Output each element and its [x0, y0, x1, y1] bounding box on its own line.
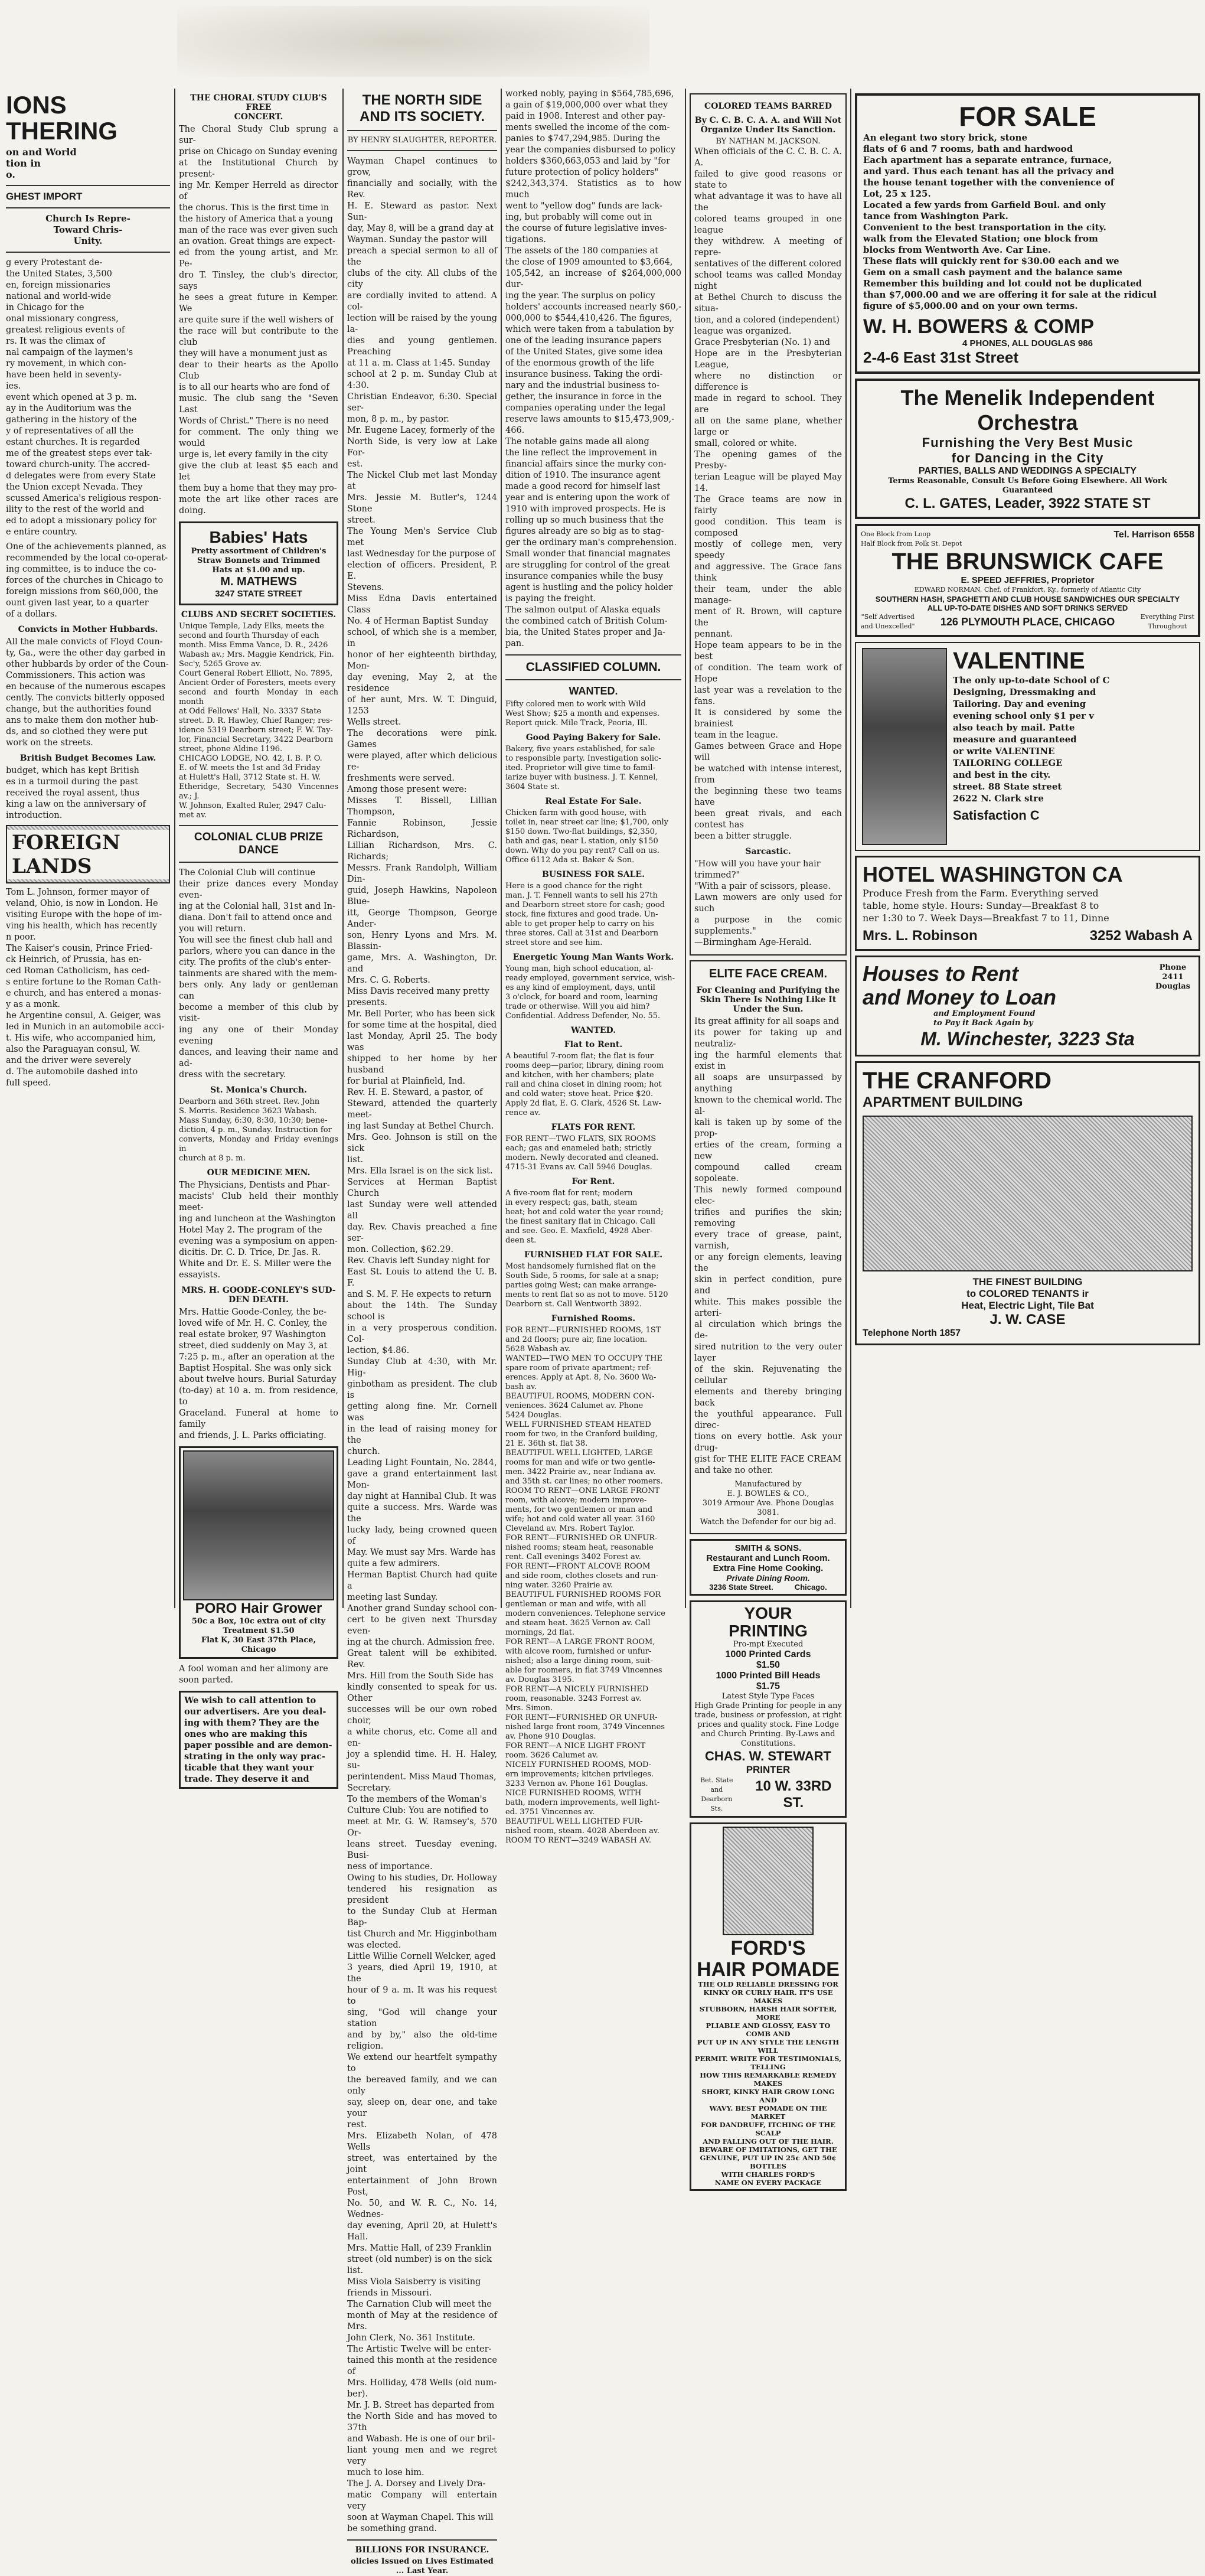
article-body: Dearborn and 36th street. Rev. John S. Morris. Residence 3623 Wabash. Mass Sunday, 6:30, 8:30, 10:30; bene- diction, 4 p. m., Sunday. Instruction for converts, Monday and Friday evenings in church at 8 p. m. [179, 1097, 338, 1163]
ad-phone: Phone 2411 Douglas [1155, 963, 1190, 991]
ad-text: Produce Fresh from the Farm. Everything served table, home style. Hours: Sunday—Breakfast 8 to ner 1:30 to 7. Week Days—Breakfast 7 to 11, Dinne [863, 888, 1109, 924]
ad-text: Terms Reasonable, Consult Us Before Going Elsewhere. All Work Guaranteed [888, 477, 1167, 495]
column-rule [174, 89, 175, 1608]
ad-text: E. SPEED JEFFRIES, Proprietor [961, 575, 1095, 585]
ad-title: HOTEL WASHINGTON CA [863, 862, 1123, 886]
ad-header-row [861, 530, 1194, 549]
ad-text: Flat K, 30 East 37th Place, Chicago [201, 1636, 316, 1654]
ad-text: Latest Style Type Faces [721, 1692, 815, 1701]
ad-title: THE BRUNSWICK CAFE [891, 549, 1164, 575]
article-body: The Choral Study Club sprung a sur- prise on Chicago on Sunday evening at the Institutional Church by present- ing Mr. Kemper Herreld as director of the chorus. This is the first time in the history of America that a young man of the race was ever given such an ovation. Great things are expect- ed from the young artist, and Mr. Pe- dro T. Tinsley, the club's director, says he sees a great future in Kemper. We are quite sure if the well wishers of the race will but contribute to the club they will have a monument just as dear to their hearts as the Apollo Club is to all our hearts who are fond of music. The club sang the "Seven Last Words of Christ." There is no need for comment. The only thing we would urge is, let every family in the city give the club at least $5 each and let them buy a home that they may pro- mote the art like other races are doing. [179, 125, 338, 516]
deck: Church Is Repre- Toward Chris- Unity. [45, 213, 130, 246]
ad-text: PARTIES, BALLS AND WEDDINGS A SPECIALTY [918, 466, 1137, 476]
ad-title: Babies' Hats [209, 528, 308, 546]
column-rule [342, 89, 344, 1608]
ad-text: and Employment Found to Pay it Back Again by [933, 1009, 1036, 1028]
banner-text: FOREIGN LANDS [7, 830, 169, 879]
ad-title: YOUR PRINTING [729, 1604, 808, 1640]
ad-text: EDWARD NORMAN, Chef, of Frankfort, Ky., formerly of Atlantic City [914, 586, 1141, 594]
advertisers-notice [179, 1691, 338, 1789]
face-cream-ad [690, 960, 847, 1534]
section-heading: MRS. H. GOODE-CONLEY'S SUD- DEN DEATH. [181, 1286, 336, 1305]
section-heading: COLONIAL CLUB PRIZE DANCE [194, 831, 324, 856]
notice-text: We wish to call attention to our advertisers. Are you deal- ing with them? They are the ones who are making this paper possible and are demon- strating in the only way prac- ticable that they want your trade. They deserve it and [184, 1695, 332, 1784]
section-heading: BILLIONS FOR INSURANCE. [355, 2545, 489, 2555]
ad-text: 3236 State Street. Chicago. [709, 1583, 827, 1592]
ad-address: 126 PLYMOUTH PLACE, CHICAGO [940, 615, 1115, 628]
section-heading: OUR MEDICINE MEN. [207, 1168, 311, 1178]
section-heading: CLUBS AND SECRET SOCIETIES. [181, 610, 337, 619]
ad-title: ELITE FACE CREAM. [708, 967, 827, 980]
ad-text: "Self Advertised and Unexcelled" [861, 613, 915, 630]
article-body: worked nobly, paying in $564,785,696, a gain of $19,000,000 over what they paid in 1908. Interest and other pay- ments swelled the income of the com- panies to $747,294,985. During the year the companies disbursed to policy holders $360,663,053 and laid by "for future protection of policy holders" $242,343,374. Statistics as to how much went to "yellow dog" funds are lack- ing, but probably will come out in the course of future legislative inves- tigations. The assets of the 180 companies at the close of 1909 amounted to $3,664, 105,542, an increase of $264,000,000 dur- ing the year. The surplus on policy holders' accounts increased nearly $60,- 000,000 to $544,410,426. The figures, which were taken from a tabulation by one of the leading insurance papers of the United States, give some idea of the enormous growth of the life insurance business. Taking the ordi- nary and the industrial business to- gether, the insurance in force in the companies operating under the legal reserve laws amounts to $15,473,909,- 466. The notable gains made all along the line reflect the improvement in financial affairs since the murky con- dition of 1910. The insurance agent made a good record for himself last year and is entering upon the work of 1910 with improved prospects. He is rolling up so much business that the figures already are so big as to stag- ger the ordinary man's comprehension. Small wonder that financial magnates are struggling for control of the great insurance companies while the busy agent is hustling and the policy holder is paying the freight. The salmon output of Alaska equals the combined catch of British Colum- bia, the United States proper and Ja- pan. [505, 89, 681, 648]
section-heading: Sarcastic. [745, 847, 791, 856]
ad-subtitle: For Cleaning and Purifying the Skin There Is Nothing Like It Under the Sun. [696, 986, 840, 1014]
classified-heading: Furnished Rooms. [551, 1314, 636, 1323]
article-body: A fool woman and her alimony are soon parted. [179, 1664, 328, 1685]
classified-heading: FURNISHED FLAT FOR SALE. [524, 1250, 663, 1260]
section-heading: Convicts in Mother Hubbards. [18, 625, 158, 634]
classified-item: A beautiful 7-room flat; the flat is four rooms deep—parlor, library, dining room and kitchen, with her chambers; plate rail and china closet in dining room; hot and cold water; stove heat. Price $20. Apply 2d flat, E. G. Clark, 4526 St. Law- rence av. [505, 1052, 664, 1117]
classified-heading: Good Paying Bakery for Sale. [525, 733, 661, 742]
ad-prices: 1000 Printed Cards $1.50 1000 Printed Bill Heads $1.75 [716, 1649, 821, 1691]
ad-text: Pretty assortment of Children's Straw Bonnets and Trimmed Hats at $1.00 and up. [191, 547, 326, 575]
ad-name: Mrs. L. Robinson [863, 928, 978, 944]
divider [179, 862, 338, 863]
ad-text: Pro-mpt Executed [733, 1640, 804, 1649]
column-rule [850, 89, 851, 1608]
article-body: Tom L. Johnson, former mayor of veland, Ohio, is now in London. He visiting Europe with the hope of im- ving his health, which has recently n poor. The Kaiser's cousin, Prince Fried- ck Heinrich, of Prussia, has en- ced Roman Catholicism, has ced- s entire fortune to the Roman Cath- e church, and has entered a monas- y as a monk. he Argentine consul, A. Geiger, was led in Munich in an automobile acci- t. His wife, who accompanied him, also the Paraguayan consul, W. and the driver were severely d. The automobile dashed into full speed. [6, 888, 165, 1088]
ad-text: Its great affinity for all soaps and its power for taking up and neutraliz- ing the harmful elements that exist in all soaps are unsurpassed by anything known to the chemical world. The al- kali is taken up by some of the prop- erties of the cream, forming a new compound called cream sopoleate. This newly formed compound elec- trifies and purifies the skin; removing every trace of grease, paint, varnish, or any foreign elements, leaving the skin in perfect condition, pure and white. This makes possible the arteri- al circulation which brings the de- sired nutrition to the very outer layer of the skin. Rejuvenating the cellular elements and thereby bringing back the youthful appearance. Full direc- tions on every bottle. Ask your drug- gist for THE ELITE FACE CREAM and take no other. [694, 1017, 842, 1475]
divider [6, 207, 170, 208]
ad-name: CHAS. W. STEWART [705, 1749, 831, 1763]
divider [347, 150, 497, 151]
classified-heading: WANTED. [570, 1026, 616, 1035]
section-heading: British Budget Becomes Law. [19, 754, 156, 763]
divider [505, 679, 681, 680]
valentine-text [953, 648, 1109, 845]
ad-address-row [694, 1776, 842, 1814]
kicker: GHEST IMPORT [6, 191, 83, 202]
column-5 [690, 89, 847, 2187]
ad-text: An elegant two story brick, stone flats of 6 and 7 rooms, bath and hardwood Each apartment has a separate entrance, furnace, and yard. Thus each tenant has all the privacy and the house tenant together with the convenience of Lot, 25 x 125. Located a few yards from Garfield Boul. and only tance from Washington Park. Convenient to the best transportation in the city. walk from the Elevated Station; one block from blocks from Wentworth Ave. Car Line. These flats will quickly rent for $30.00 each and we Gem on a small cash payment and the balance same Remember this building and lot could not be duplicated than $7,000.00 and we are offering it for sale at the ridicul figure of $5,000.00 and on your own terms. [863, 132, 1157, 311]
divider [6, 185, 170, 186]
article-body: "How will you have your hair trimmed?" "With a pair of scissors, please. Lawn mowers are only used for such a purpose in the comic supplements." —Birmingham Age-Herald. [694, 859, 842, 947]
ad-title: Houses to Rent and Money to Loan [863, 961, 1056, 1009]
ad-text: SOUTHERN HASH, SPAGHETTI AND CLUB HOUSE SANDWICHES OUR SPECIALTY ALL UP-TO-DATE DISHES AND SOFT DRINKS SERVED [875, 595, 1180, 612]
sports-article [690, 93, 847, 956]
column-rule [685, 89, 686, 1608]
ad-subtitle: APARTMENT BUILDING [863, 1094, 1023, 1110]
headline: IONS THERING [6, 91, 117, 145]
ad-text: Extra Fine Home Cooking. [713, 1563, 824, 1573]
classified-item: FOR RENT—TWO FLATS, SIX ROOMS each; gas and enameled bath; strictly modern. Newly decorated and cleaned. 4715-31 Evans av. Call 5946 Douglas. [505, 1134, 659, 1172]
classified-heading: BUSINESS FOR SALE. [542, 870, 645, 879]
ad-name: M. Winchester, 3223 Sta [920, 1028, 1135, 1049]
ad-title: THE CRANFORD [863, 1068, 1051, 1094]
divider [179, 825, 338, 826]
deck: olicies Issued on Lives Estimated ... Last Year. [351, 2557, 494, 2575]
subhead: on and World tion in o. [6, 146, 77, 180]
winchester-ad [855, 956, 1200, 1057]
ad-footer-row [861, 612, 1194, 631]
ad-footer-row [863, 928, 1193, 944]
ad-phone: 4 PHONES, ALL DOUGLAS 986 [962, 338, 1093, 348]
ad-text: Treatment $1.50 [223, 1626, 295, 1635]
classified-item: FOR RENT—FURNISHED ROOMS, 1ST and 2d floors; pure air, fine location. 5628 Wabash av. WANTED—TWO MEN TO OCCUPY THE spare room of private apartment; ref- erences. Apply at Apt. 8, No. 3600 Wa- bash av. BEAUTIFUL ROOMS, MODERN CON- veniences. 3624 Calumet av. Phone 5424 Douglas. WELL FURNISHED STEAM HEATED room for two, in the Cranford building, 21 E. 36th st. flat 38. BEAUTIFUL WELL LIGHTED, LARGE rooms for man and wife or two gentle- men. 3422 Prairie av., near Indiana av. and 35th st. car lines; no other roomers. ROOM TO RENT—ONE LARGE FRONT room, with alcove; modern improve- ments, for two gentlemen or man and wife; hot and cold water all year. 3160 Cleveland av. Mrs. Robert Taylor. FOR RENT—FURNISHED OR UNFUR- nished rooms; steam heat, reasonable rent. Call evenings 3402 Forest av. FOR RENT—FRONT ALCOVE ROOM and side room, clothes closets and run- ning water. 3260 Prairie av. BEAUTIFUL FURNISHED ROOMS FOR gentleman or man and wife, with all modern conveniences. Telephone service and steam heat. 3625 Vernon av. Call mornings, 2d flat. FOR RENT—A LARGE FRONT ROOM, with alcove room, furnished or unfur- nished; also a large dining room, suit- able for roomers, in flat 3749 Vincennes av. Douglas 3195. FOR RENT—A NICELY FURNISHED room, reasonable. 3243 Forrest av. Mrs. Simon. FOR RENT—FURNISHED OR UNFUR- nished large front room, 3749 Vincennes av. Phone 910 Douglas. FOR RENT—A NICE LIGHT FRONT room. 3626 Calumet av. NICELY FURNISHED ROOMS, MOD- ern improvements; kitchen privileges. 3233 Vernon av. Phone 161 Douglas. NICE FURNISHED ROOMS, WITH bath, modern improvements, well light- ed. 3751 Vincennes av. BEAUTIFUL WELL LIGHTED FUR- nished room, steam. 4028 Aberdeen av. ROOM TO RENT—3249 WABASH AV. [505, 1326, 665, 1845]
ad-text: Furnishing the Very Best Music for Dancing in the City [922, 435, 1134, 465]
brunswick-cafe-ad [855, 524, 1200, 637]
ad-title: The Menelik Independent Orchestra [900, 386, 1155, 435]
classified-item: Young man, high school education, al- ready employed, government service, wish- es any kind of employment, days, until 3 o'clock, for board and room, learning trade or otherwise. Will you aid him? Confidential. Address Defender, No. 55. [505, 964, 675, 1020]
valentine-ad [855, 642, 1200, 851]
divider [505, 654, 681, 656]
ad-title: FOR SALE [959, 101, 1096, 132]
column-6 [855, 89, 1200, 1614]
woman-illustration [723, 1827, 814, 1935]
column-2 [179, 89, 338, 1784]
article-body: Wayman Chapel continues to grow, financially and socially, with the Rev. H. E. Steward as pastor. Next Sun- day, May 8, will be a grand day at Wayman. Sunday the pastor will preach a special sermon to all of the clubs of the city. All clubs of the city are cordially invited to attend. A col- lection will be raised by the young la- dies and young gentlemen. Preaching at 11 a. m. Class at 1:45. Sunday school at 2 p. m. Sunday Club at 4:30. Christian Endeavor, 6:30. Special ser- mon, 8 p. m., by pastor. Mr. Eugene Lacey, formerly of the North Side, is very low at Lake For- est. The Nickel Club met last Monday at Mrs. Jessie M. Butler's, 1244 Stone street. The Young Men's Service Club met last Wednesday for the purpose of election of officers. President, P. E. Stevens. Miss Edna Davis entertained Class No. 4 of Herman Baptist Sunday school, of which she is a member, in honor of her eighteenth birthday, Mon- day evening, May 2, at the residence of her aunt, Mrs. W. T. Dinguid, 1253 Wells street. The decorations were pink. Games were played, after which delicious re- freshments were served. Among those present were: Misses T. Bissell, Lillian Thompson, Fannie Robinson, Jessie Richardson, Lillian Richardson, Mrs. C. Richards; Messrs. Frank Randolph, William Din- guid, Joseph Hawkins, Napoleon Blue- itt, George Thompson, George Ander- son, Henry Lyons and Mrs. M. Blassin- game, Mrs. A. Washington, Dr. and Mrs. C. G. Roberts. Miss Davis received many pretty presents. Mr. Bell Porter, who has been sick for some time at the hospital, died last Monday, April 25. The body was shipped to her home by her husband for burial at Plainfield, Ind. Rev. H. E. Steward, a pastor, of Steward, attended the quarterly meet- ing last Sunday at Bethel Church. Mrs. Geo. Johnson is still on the sick list. Mrs. Ella Israel is on the sick list. Services at Herman Baptist Church last Sunday were well attended all day. Rev. Chavis preached a fine ser- mon. Collection, $62.29. Rev. Chavis left Sunday night for East St. Louis to attend the U. B. F. and S. M. F. He expects to return about the 14th. The Sunday school is in a very prosperous condition. Col- lection, $4.86. Sunday Club at 4:30, with Mr. Hig- ginbotham as president. The club is getting along fine. Mr. Cornell was in the lead of raising money for the church. Leading Light Fountain, No. 2844, gave a grand entertainment last Mon- day night at Hannibal Club. It was quite a success. Mrs. Warde was the lucky lady, being crowned queen of May. We must say Mrs. Warde has quite a few admirers. Herman Baptist Church had quite a meeting last Sunday. Another grand Sunday school con- cert to be given next Thursday even- ing at the church. Admission free. Great talent will be exhibited. Rev. Mrs. Hill from the South Side has kindly consented to speak for us. Other successes will be our own robed choir, a white chorus, etc. Come all and en- joy a splendid time. H. H. Haley, su- perintendent. Miss Maud Thomas, Secretary. To the members of the Woman's Culture Club: You are notified to meet at Mr. G. W. Ramsey's, 570 Or- leans street. Tuesday evening. Busi- ness of importance. Owing to his studies, Dr. Holloway tendered his resignation as president to the Sunday Club at Herman Bap- tist Church and Mr. Higginbotham was elected. Little Willie Cornell Welcker, aged 3 years, died April 19, 1910, at the hour of 9 a. m. It was his request to sing, "God will change your station and by by," also the old-time religion. We extend our heartfelt sympathy to the bereaved family, and we can only say, sleep on, dear one, and take your rest. Mrs. Elizabeth Nolan, of 478 Wells street, was entertained by the joint entertainment of John Brown Post, No. 50, and W. R. C., No. 14, Wednes- day evening, April 20, at Hulett's Hall. Mrs. Mattie Hall, of 239 Franklin street (old number) is on the sick list. Miss Viola Saisberry is visiting friends in Missouri. The Carnation Club will meet the month of May at the residence of Mrs. John Clerk, No. 361 Institute. The Artistic Twelve will be enter- tained this month at the residence of Mrs. Holliday, 478 Wells (old num- ber). Mr. J. B. Street has departed from the North Side and has moved to 37th and Wabash. He is one of our bril- liant young men and we regret very much to lose him. The J. A. Dorsey and Lively Dra- matic Company will entertain very soon at Wayman Chapel. This will be something grand. [347, 156, 497, 2533]
classified-item: Most handsomely furnished flat on the South Side, 5 rooms, for sale at a snap; parties going West; can make arrange- ments to rent flat so as not to move. 5120 Dearborn st. Call Wentworth 3892. [505, 1262, 668, 1309]
section-heading: WANTED. [569, 685, 618, 697]
ad-text: Private Dining Room. [726, 1573, 810, 1583]
section-heading: COLORED TEAMS BARRED [704, 102, 832, 111]
ad-text: Bet. State and Dearborn Sts. [700, 1776, 733, 1812]
paper-stain [177, 6, 649, 77]
classified-item: Chicken farm with good house, with toilet in, near street car line; $1,700, only $150 down. Two-flat buildings, $2,350, bath and gas, near L station, only $150 down. Why do you pay rent? Call on us. Office 6112 Ada st. Baker & Son. [505, 808, 668, 865]
dress-illustration [862, 648, 947, 845]
byline: BY HENRY SLAUGHTER, REPORTER. [347, 136, 497, 145]
ad-text: One Block from Loop Half Block from Polk St. Depot [861, 530, 962, 547]
classified-heading: CLASSIFIED COLUMN. [525, 660, 661, 674]
ad-text: Manufactured by E. J. BOWLES & CO., 3019 Armour Ave. Phone Douglas 3081. Watch the Defender for our big ad. [700, 1480, 837, 1527]
ad-text: Satisfaction C [953, 808, 1040, 823]
divider [347, 2539, 497, 2541]
deck: By C. C. B. C. A. A. and Will Not Organize Under Its Sanction. [694, 116, 842, 135]
section-heading: THE CHORAL STUDY CLUB'S FREE CONCERT. [190, 93, 327, 122]
ad-name: W. H. BOWERS & COMP [863, 315, 1094, 338]
ad-phone: Telephone North 1857 [863, 1328, 961, 1338]
classified-heading: Energetic Young Man Wants Work. [512, 953, 674, 962]
classified-item: A five-room flat for rent; modern in every respect; gas, bath, steam heat; hot and cold water the year round; the finest sanitary flat in Chicago. Call and see. Geo. E. Maxfield, 4928 Aber- deen st. [505, 1189, 664, 1245]
ad-address: 3252 Wabash A [1089, 928, 1193, 944]
ad-address: 10 W. 33RD ST. [755, 1778, 832, 1811]
poro-ad [179, 1446, 338, 1659]
classified-heading: For Rent. [572, 1177, 615, 1186]
foreign-lands-banner [6, 825, 170, 883]
ad-text: THE FINEST BUILDING to COLORED TENANTS ir Heat, Electric Light, Tile Bat [961, 1276, 1094, 1311]
classified-item: Fifty colored men to work with Wild West Show; $25 a month and expenses. Report quick. Mile Track, Peoria, Ill. [505, 700, 660, 728]
divider [6, 252, 170, 253]
classified-heading: FLATS FOR RENT. [551, 1123, 636, 1132]
ad-title: PORO Hair Grower [195, 1600, 322, 1616]
article-body: All the male convicts of Floyd Coun- ty, Ga., were the other day garbed in other hubbards by order of the Coun- Commissioners. This action was en because of the numerous escapes cently. The convicts bitterly opposed change, but the authorities found ans to make them don mother hub- ds, and so clothed they were put work on the streets. [6, 637, 169, 748]
ad-text: The only up-to-date School of C Designing, Dressmaking and Tailoring. Day and evening evening school only $1 per v also teach by mail. Patte measure and guaranteed or write VALENTINE TAILORING COLLEGE and best in the city. street. 88 State street 2622 N. Clark stre [953, 675, 1110, 804]
ad-title: SMITH & SONS. [734, 1543, 802, 1553]
article-body: The Colonial Club will continue their prize dances every Monday even- ing at the Colonial hall, 31st and In- diana. Don't fail to attend once and you will return. You will see the finest club hall and parlors, where you can dance in the city. The profits of the club's enter- tainments are shared with the mem- bers only. Any lady or gentleman can become a member of this club by visit- ing any one of their Monday evening dances, and leaving their name and ad- dress with the secretary. [179, 868, 338, 1080]
ad-text: Restaurant and Lunch Room. [706, 1553, 830, 1563]
ad-name: J. W. CASE [990, 1312, 1066, 1328]
for-sale-ad [855, 93, 1200, 374]
ad-title: VALENTINE [953, 648, 1085, 674]
cranford-ad [855, 1061, 1200, 1345]
classified-item: Here is a good chance for the right man. J. T. Fennell wants to sell his 27th and Dearborn street store for cash; good stock, fine fixtures and good trade. Un- able to get proper help to carry on his three stores. Call at 31st and Dearborn street store and see him. [505, 882, 665, 947]
ad-text: High Grade Printing for people in any trade, business or profession, at right prices and quality stock. Fine Lodge and Church Printing. By-Laws and Constitutions. [694, 1701, 842, 1748]
ad-text: PRINTER [746, 1764, 791, 1775]
building-illustration [863, 1116, 1193, 1271]
printing-ad [690, 1600, 847, 1818]
classified-item: Bakery, five years established, for sale to responsible party. Investigation solic- ited. Proprietor will give time to famil- iarize buyer with business. J. T. Kennel, 3604 State st. [505, 745, 661, 791]
article-body: Mrs. Hattie Goode-Conley, the be- loved wife of Mr. H. C. Conley, the real estate broker, 97 Washington street, died suddenly on May 3, at 7:25 p. m., after an operation at the Baptist Hospital. She was only sick about twelve hours. Burial Saturday (to-day) at 10 a. m. from residence, to Graceland. Funeral at home to family and friends, J. L. Parks officiating. [179, 1307, 338, 1440]
woman-portrait [183, 1450, 334, 1600]
ad-name: C. L. GATES, Leader, 3922 STATE ST [904, 495, 1151, 511]
hotel-washington-ad [855, 856, 1200, 951]
article-body: Unique Temple, Lady Elks, meets the second and fourth Thursday of each month. Miss Emma Vance, D. R., 2426 Wabash av.; Mrs. Maggie Kendrick, Fin. Sec'y, 5265 Grove av. Court General Robert Elliott, No. 7895, Ancient Order of Foresters, meets every second and fourth Monday in each month at Odd Fellows' Hall, No. 3337 State street. D. R. Hawley, Chief Ranger; res- idence 5319 Dearborn street; F. W. Tay- lor, Financial Secretary, 3422 Dearborn street, phone Aldine 1196. CHICAGO LODGE, NO. 42, I. B. P. O. E. of W. meets the 1st and 3d Friday at Hulett's Hall, 3712 State st. H. W. Etheridge, Secretary, 5430 Vincennes av.; J. W. Johnson, Exalted Ruler, 2947 Calu- met av. [179, 622, 338, 820]
column-3 [347, 89, 497, 2575]
column-1 [6, 89, 170, 1614]
column-4 [505, 89, 681, 1845]
restaurant-ad [690, 1539, 847, 1596]
babies-hats-ad [179, 521, 338, 605]
ad-address: 3247 STATE STREET [215, 589, 302, 599]
ad-address: 2-4-6 East 31st Street [863, 348, 1019, 366]
column-rule [501, 89, 502, 1608]
section-heading: St. Monica's Church. [210, 1085, 307, 1095]
ad-text: 50c a Box, 10c extra out of city [191, 1617, 326, 1626]
ad-phone: Tel. Harrison 6558 [1113, 530, 1194, 540]
article-body: budget, which has kept British es in a turmoil during the past received the royal assent, thus king a law on the anniversary of introduction. [6, 766, 146, 820]
classified-heading: Flat to Rent. [564, 1040, 623, 1049]
ad-text: THE OLD RELIABLE DRESSING FOR KINKY OR CURLY HAIR. IT'S USE MAKES STUBBORN, HARSH HAIR SOFTER, MORE PLIABLE AND GLOSSY, EASY TO COMB AND PUT UP IN ANY STYLE THE LENGTH WILL PERMIT. WRITE FOR TESTIMONIALS, TELLING HOW THIS REMARKABLE REMEDY MAKES SHORT, KINKY HAIR GROW LONG AND WAVY. BEST POMADE ON THE MARKET FOR DANDRUFF, ITCHING OF THE SCALP AND FALLING OUT OF THE HAIR. BEWARE OF IMITATIONS, GET THE GENUINE, PUT UP IN 25¢ AND 50¢ BOTTLES WITH CHARLES FORD'S NAME ON EVERY PACKAGE [694, 1980, 842, 2187]
byline: BY NATHAN M. JACKSON. [716, 137, 821, 146]
divider [347, 130, 497, 131]
article-body: g every Protestant de- the United States, 3,500 en, foreign missionaries national and world-wide in Chicago for the onal missionary congress, greatest religious events of rs. It was the climax of nal campaign of the laymen's ry movement, in which con- have been held in seventy- ies. event which opened at 3 p. m. ay in the Auditorium was the gathering in the history of the y of representatives of all the estant churches. It is regarded me of the greatest steps ever tak- toward church-unity. The accred- d delegates were from every State the Union except Nevada. They scussed America's religious respon- ility to the rest of the world and ed to adopt a missionary policy for e entire country. [6, 258, 162, 537]
article-body: One of the achievements planned, as recommended by the local co-operat- ing committee, is to induce the co- forces of the churches in Chicago to foreign missions from $60,000, the ount given last year, to a quarter of a dollars. [6, 542, 168, 619]
orchestra-ad [855, 379, 1200, 519]
article-body: When officials of the C. C. B. C. A. A. failed to give good reasons or state to what advantage it was to have all the colored teams grouped in one league they withdrew. A meeting of repre- sentatives of the different colored school teams was called Monday night at Bethel Church to discuss the situa- tion, and a colored (independent) league was organized. Grace Presbyterian (No. 1) and Hope are in the Presbyterian League, where no distinction or difference is made in regard to school. They are all on the same plane, whether large or small, colored or white. The opening games of the Presby- terian League will be played May 14. The Grace teams are now in fairly good condition. This team is composed mostly of college men, very speedy and aggressive. The Grace fans think their team, under the able manage- ment of R. Brown, will capture the pennant. Hope team appears to be in the best of condition. The team work of Hope last year was a revelation to the fans. It is considered by some the brainiest team in the league. Games between Grace and Hope will be watched with intense interest, from the beginning these two teams have been great rivals, and each contest has been a bitter struggle. [694, 147, 842, 841]
ad-name: M. MATHEWS [220, 575, 297, 588]
fords-pomade-ad [690, 1822, 847, 2191]
article-body: The Physicians, Dentists and Phar- macists' Club held their monthly meet- ing and luncheon at the Washington Hotel May 2. The program of the evening was a symposium on appen- dicitis. Dr. C. D. Trice, Dr. Jas. R. White and Dr. E. S. Miller were the essayists. [179, 1181, 338, 1280]
classified-heading: Real Estate For Sale. [545, 797, 642, 806]
section-heading: THE NORTH SIDE AND ITS SOCIETY. [359, 92, 485, 125]
ad-title: FORD'S HAIR POMADE [697, 1937, 840, 1981]
ad-text: Everything First Throughout [1140, 613, 1194, 630]
